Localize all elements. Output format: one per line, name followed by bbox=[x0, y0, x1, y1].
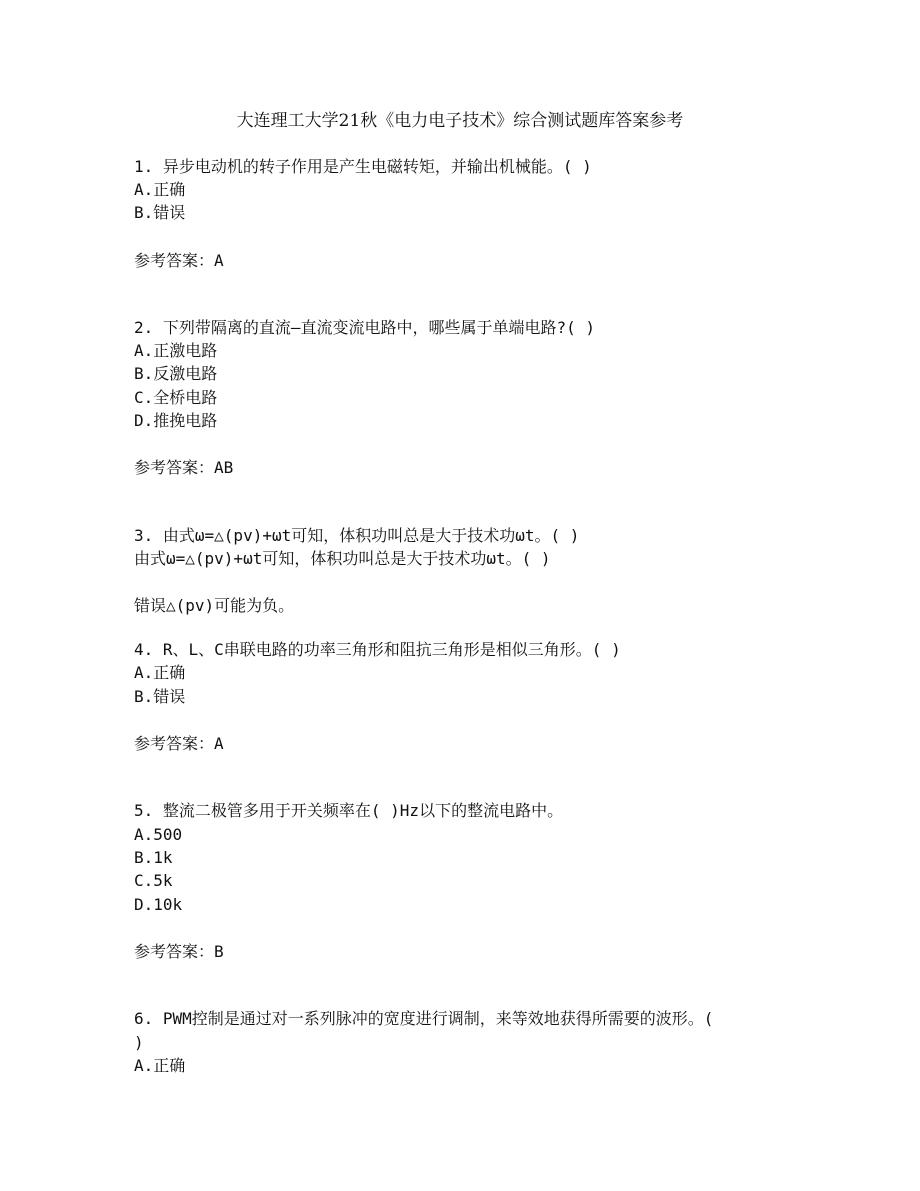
question-3-stem: 3. 由式ω=△(pv)+ωt可知，体积功叫总是大于技术功ωt。( ) bbox=[134, 526, 580, 545]
question-2-option-d: D.推挽电路 bbox=[134, 411, 218, 430]
document-title: 大连理工大学21秋《电力电子技术》综合测试题库答案参考 bbox=[236, 111, 684, 131]
question-5-answer: 参考答案：B bbox=[134, 942, 224, 961]
question-4-option-b: B.错误 bbox=[134, 687, 186, 706]
question-1-answer: 参考答案：A bbox=[134, 251, 224, 270]
question-2-option-c: C.全桥电路 bbox=[134, 388, 218, 407]
question-4-answer: 参考答案：A bbox=[134, 734, 224, 753]
question-5-option-a: A.500 bbox=[134, 825, 183, 844]
question-6-stem-line-1: 6. PWM控制是通过对一系列脉冲的宽度进行调制，来等效地获得所需要的波形。( bbox=[134, 1009, 714, 1028]
question-6-stem-line-2: ) bbox=[134, 1033, 144, 1052]
question-4-stem: 4. R、L、C串联电路的功率三角形和阻抗三角形是相似三角形。( ) bbox=[134, 640, 621, 659]
question-1-option-a: A.正确 bbox=[134, 180, 186, 199]
question-6-option-a: A.正确 bbox=[134, 1056, 186, 1075]
question-5-option-b: B.1k bbox=[134, 848, 173, 867]
question-1-stem: 1. 异步电动机的转子作用是产生电磁转矩，并输出机械能。( ) bbox=[134, 157, 592, 176]
question-2-option-b: B.反激电路 bbox=[134, 364, 218, 383]
question-5-stem: 5. 整流二极管多用于开关频率在( )Hz以下的整流电路中。 bbox=[134, 801, 564, 820]
question-2-stem: 2. 下列带隔离的直流—直流变流电路中，哪些属于单端电路?( ) bbox=[134, 318, 596, 337]
question-2-answer: 参考答案：AB bbox=[134, 458, 234, 477]
question-5-option-c: C.5k bbox=[134, 871, 173, 890]
question-5-option-d: D.10k bbox=[134, 895, 183, 914]
question-1-option-b: B.错误 bbox=[134, 203, 186, 222]
question-2-option-a: A.正激电路 bbox=[134, 341, 218, 360]
question-3-repeat: 由式ω=△(pv)+ωt可知，体积功叫总是大于技术功ωt。( ) bbox=[134, 549, 551, 568]
question-3-answer: 错误△(pv)可能为负。 bbox=[134, 596, 295, 615]
question-4-option-a: A.正确 bbox=[134, 663, 186, 682]
